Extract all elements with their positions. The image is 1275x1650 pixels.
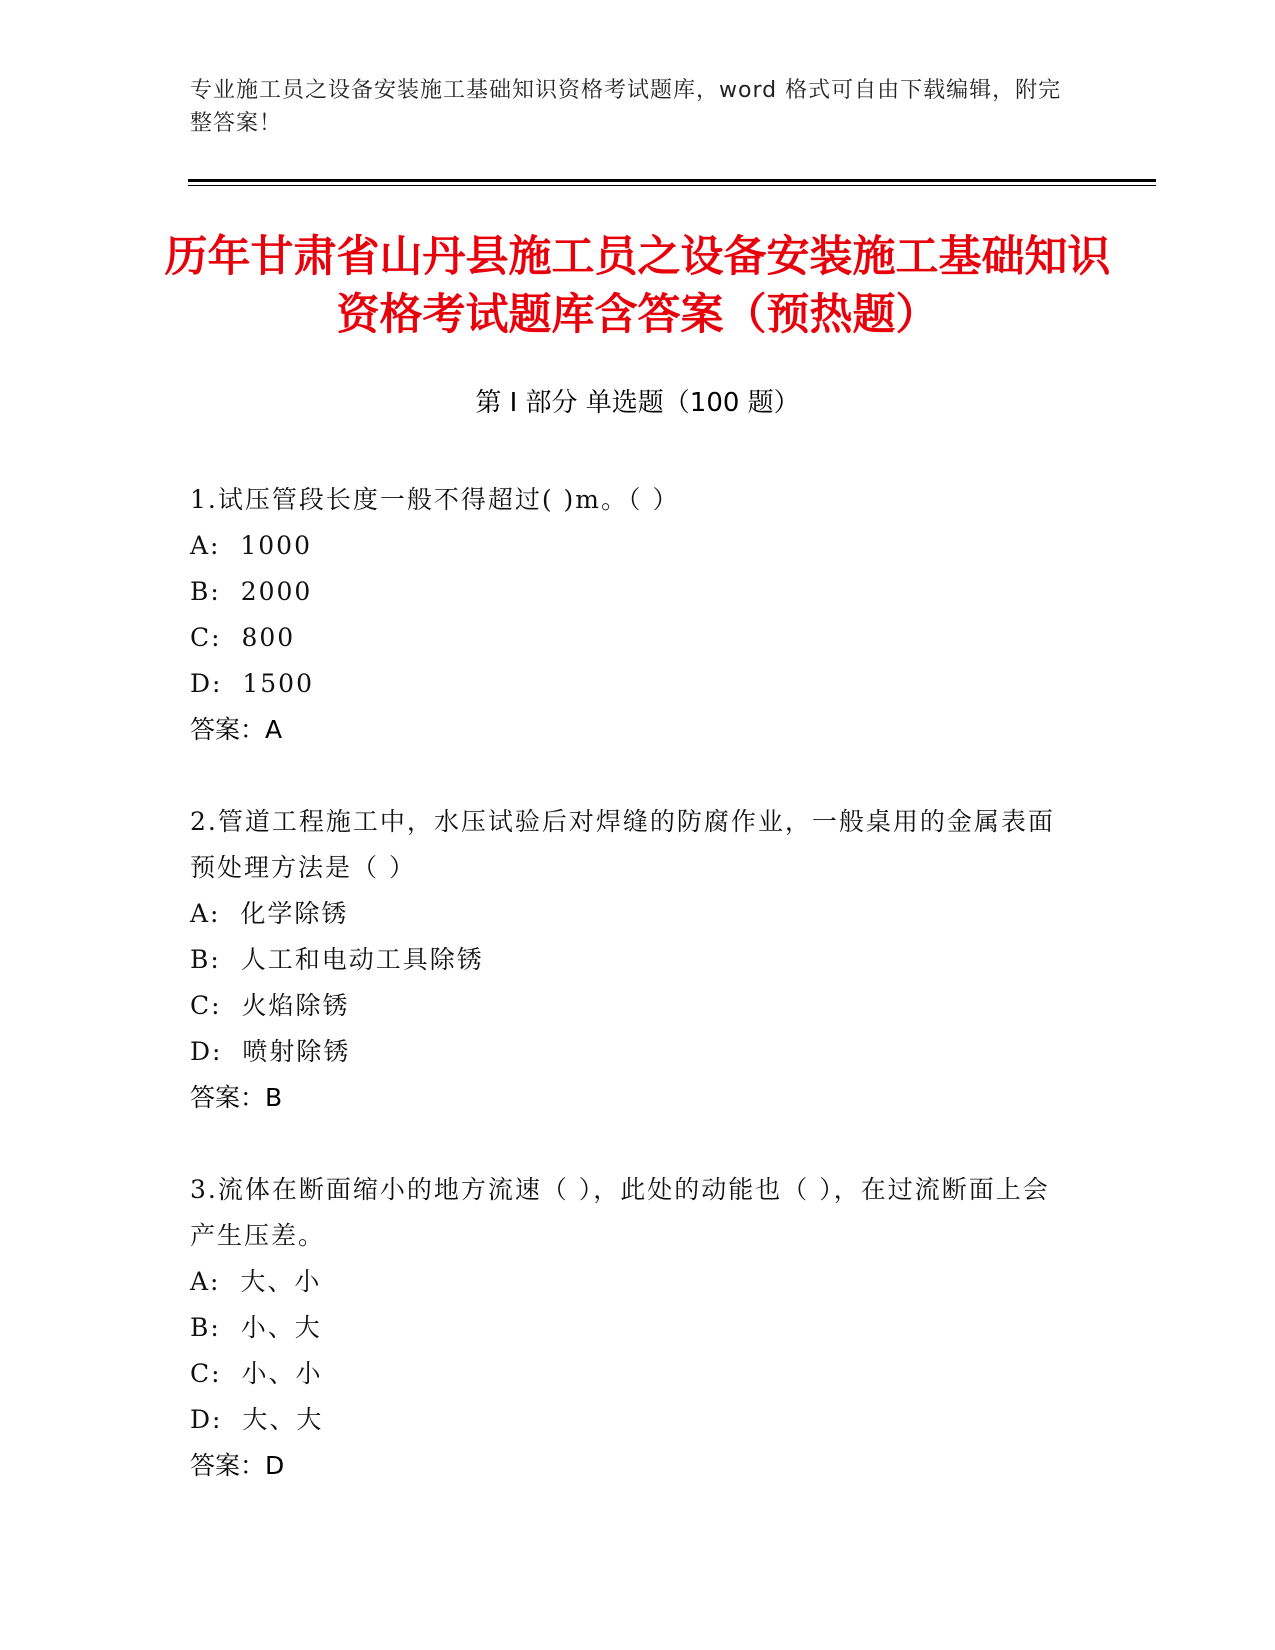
document-title: 历年甘肃省山丹县施工员之设备安装施工基础知识资格考试题库含答案（预热题）	[164, 232, 1111, 340]
question-1	[190, 477, 1070, 753]
option-c: C: 800	[190, 623, 296, 652]
option-c: C: 小、小	[190, 1359, 323, 1388]
question-3	[190, 1167, 1070, 1489]
option-a: A: 化学除锈	[190, 899, 349, 928]
answer: 答案：B	[190, 1083, 283, 1112]
header-rule-thin	[188, 185, 1156, 186]
section-heading: 第 I 部分 单选题（100 题）	[475, 388, 800, 418]
option-a: A: 大、小	[190, 1267, 322, 1296]
question-list	[190, 477, 1070, 1535]
question-stem: 2.管道工程施工中，水压试验后对焊缝的防腐作业，一般桌用的金属表面预处理方法是（ ）	[190, 807, 1055, 882]
question-stem: 3.流体在断面缩小的地方流速（ ），此处的动能也（ ），在过流断面上会产生压差。	[190, 1175, 1050, 1250]
option-d: D: 1500	[190, 669, 314, 698]
option-a: A: 1000	[190, 531, 312, 560]
option-d: D: 喷射除锈	[190, 1037, 351, 1066]
header-rule-thick	[188, 179, 1156, 182]
option-b: B: 小、大	[190, 1313, 322, 1342]
question-stem: 1.试压管段长度一般不得超过( )m。（ ）	[190, 485, 680, 514]
option-c: C: 火焰除锈	[190, 991, 350, 1020]
option-d: D: 大、大	[190, 1405, 324, 1434]
answer: 答案：D	[190, 1451, 285, 1480]
header-note: 专业施工员之设备安装施工基础知识资格考试题库，word 格式可自由下载编辑，附完整答案！	[190, 78, 1062, 136]
answer: 答案：A	[190, 715, 283, 744]
option-b: B: 人工和电动工具除锈	[190, 945, 484, 974]
option-b: B: 2000	[190, 577, 313, 606]
question-2	[190, 799, 1070, 1121]
